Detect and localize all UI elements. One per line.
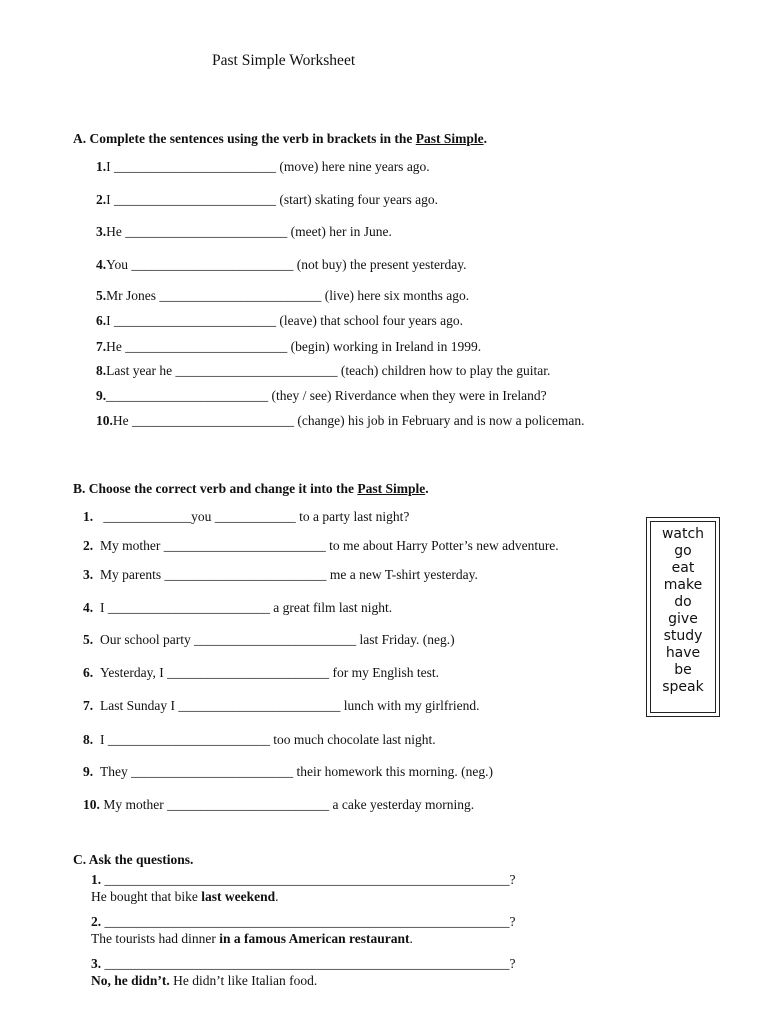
section-c-answer-3 xyxy=(91,973,317,989)
answer-text: He bought that bike xyxy=(91,889,202,904)
answer-blank[interactable]: ________________________ xyxy=(114,192,276,207)
item-text: Our school party ________________________ last Friday. (neg.) xyxy=(100,632,455,647)
section-a-heading-underlined: Past Simple xyxy=(415,131,484,146)
section-a-heading-text: A. Complete the sentences using the verb in brackets in the xyxy=(73,131,416,146)
section-a-item-9 xyxy=(96,388,547,404)
item-prefix: I xyxy=(106,159,111,174)
answer-highlight: No, he didn’t. xyxy=(91,973,170,988)
answer-end: . xyxy=(409,931,413,946)
item-number: 1. xyxy=(91,872,102,887)
section-b-item-8 xyxy=(83,732,436,748)
section-b-item-9 xyxy=(83,764,493,780)
item-suffix: (begin) working in Ireland in 1999. xyxy=(287,339,482,354)
section-a-item-4 xyxy=(96,257,466,273)
section-b-item-4 xyxy=(83,600,392,616)
item-number: 4. xyxy=(96,257,107,272)
section-a-heading-end: . xyxy=(483,131,487,146)
section-c-answer-2 xyxy=(91,931,413,947)
item-text: Last Sunday I ________________________ lunch with my girlfriend. xyxy=(100,698,480,713)
item-number: 2. xyxy=(96,192,107,207)
answer-blank[interactable]: ________________________ xyxy=(131,257,294,272)
verb-word: go xyxy=(674,543,692,559)
answer-blank[interactable]: ________________________ xyxy=(159,288,322,303)
section-a-item-3 xyxy=(96,224,392,240)
item-number: 3. xyxy=(83,567,94,582)
item-prefix: He xyxy=(112,413,129,428)
answer-blank[interactable]: ________________________ xyxy=(114,313,276,328)
verb-word: do xyxy=(674,594,692,610)
section-a-item-1 xyxy=(96,159,430,175)
item-prefix: He xyxy=(106,224,122,239)
section-b-item-1 xyxy=(83,509,409,525)
verb-word: be xyxy=(674,662,692,678)
section-b-heading xyxy=(73,481,429,497)
answer-blank[interactable]: ________________________ xyxy=(125,224,288,239)
item-prefix: Last year he xyxy=(106,363,173,378)
verb-word: study xyxy=(663,628,703,644)
item-suffix: (change) his job in February and is now a policeman. xyxy=(294,413,585,428)
verb-word: give xyxy=(668,611,698,627)
section-a-item-7 xyxy=(96,339,481,355)
item-text: _____________you ____________ to a party last night? xyxy=(103,509,410,524)
section-a-item-8 xyxy=(96,363,550,379)
section-a-heading xyxy=(73,131,487,147)
item-number: 10. xyxy=(83,797,100,812)
question-blank[interactable]: ____________________________________________________________? xyxy=(101,872,516,887)
section-a-item-6 xyxy=(96,313,463,329)
item-suffix: (leave) that school four years ago. xyxy=(276,313,464,328)
section-c-question-3 xyxy=(91,956,516,972)
section-b-heading-underlined: Past Simple xyxy=(357,481,426,496)
item-suffix: (live) here six months ago. xyxy=(321,288,470,303)
worksheet-title: Past Simple Worksheet xyxy=(212,52,356,69)
item-number: 5. xyxy=(83,632,94,647)
section-b-item-5 xyxy=(83,632,455,648)
section-b-item-6 xyxy=(83,665,439,681)
item-suffix: (they / see) Riverdance when they were in Ireland? xyxy=(268,388,547,403)
item-text: I ________________________ too much chocolate last night. xyxy=(100,732,436,747)
section-b-item-10 xyxy=(83,797,474,813)
item-suffix: (meet) her in June. xyxy=(287,224,392,239)
item-number: 3. xyxy=(96,224,107,239)
item-prefix: You xyxy=(106,257,129,272)
verb-word: eat xyxy=(671,560,695,576)
question-blank[interactable]: ____________________________________________________________? xyxy=(101,914,516,929)
answer-end: . xyxy=(275,889,279,904)
item-suffix: (not buy) the present yesterday. xyxy=(293,257,467,272)
item-prefix: I xyxy=(106,192,111,207)
item-prefix: He xyxy=(106,339,122,354)
item-text: My mother ________________________ a cake yesterday morning. xyxy=(103,797,475,812)
item-suffix: (teach) children how to play the guitar. xyxy=(337,363,551,378)
item-text: Yesterday, I ________________________ for my English test. xyxy=(100,665,439,680)
answer-highlight: last weekend xyxy=(201,889,276,904)
answer-blank[interactable]: ________________________ xyxy=(114,159,276,174)
item-suffix: (start) skating four years ago. xyxy=(276,192,438,207)
item-text: My mother ________________________ to me about Harry Potter’s new adventure. xyxy=(100,538,559,553)
item-number: 1. xyxy=(96,159,107,174)
answer-text: He didn’t like Italian food. xyxy=(169,973,318,988)
item-number: 5. xyxy=(96,288,107,303)
verb-word-list xyxy=(651,526,715,696)
item-suffix: (move) here nine years ago. xyxy=(276,159,430,174)
item-number: 7. xyxy=(96,339,107,354)
answer-blank[interactable]: ________________________ xyxy=(125,339,288,354)
verb-word-box xyxy=(646,517,720,717)
item-number: 9. xyxy=(96,388,107,403)
item-text: They ________________________ their homework this morning. (neg.) xyxy=(100,764,493,779)
item-number: 2. xyxy=(83,538,94,553)
verb-word-box-inner xyxy=(650,521,716,713)
section-c-question-2 xyxy=(91,914,516,930)
section-c-heading: C. Ask the questions. xyxy=(73,852,194,867)
verb-word: watch xyxy=(661,526,705,542)
item-number: 1. xyxy=(83,509,94,524)
item-number: 9. xyxy=(83,764,94,779)
answer-blank[interactable]: ________________________ xyxy=(175,363,338,378)
answer-blank[interactable]: ________________________ xyxy=(132,413,294,428)
verb-word: speak xyxy=(662,679,704,695)
section-b-item-2 xyxy=(83,538,559,554)
item-number: 4. xyxy=(83,600,94,615)
item-number: 8. xyxy=(83,732,94,747)
answer-text: The tourists had dinner xyxy=(91,931,220,946)
section-c-question-1 xyxy=(91,872,516,888)
section-b-heading-end: . xyxy=(425,481,429,496)
item-text: My parents ________________________ me a new T-shirt yesterday. xyxy=(100,567,478,582)
section-a-item-5 xyxy=(96,288,469,304)
item-text: I ________________________ a great film last night. xyxy=(100,600,393,615)
item-prefix: I xyxy=(106,313,111,328)
question-blank[interactable]: ____________________________________________________________? xyxy=(101,956,516,971)
section-b-item-3 xyxy=(83,567,478,583)
verb-word: have xyxy=(665,645,701,661)
item-number: 2. xyxy=(91,914,102,929)
item-prefix: Mr Jones xyxy=(106,288,156,303)
item-number: 6. xyxy=(96,313,107,328)
answer-blank[interactable]: ________________________ xyxy=(106,388,269,403)
section-a-item-2 xyxy=(96,192,438,208)
item-number: 6. xyxy=(83,665,94,680)
item-number: 7. xyxy=(83,698,94,713)
item-number: 10. xyxy=(96,413,113,428)
section-a-item-10 xyxy=(96,413,585,429)
verb-word: make xyxy=(663,577,703,593)
section-b-heading-text: B. Choose the correct verb and change it into the xyxy=(73,481,358,496)
answer-highlight: in a famous American restaurant xyxy=(219,931,410,946)
item-number: 8. xyxy=(96,363,107,378)
item-number: 3. xyxy=(91,956,102,971)
section-b-item-7 xyxy=(83,698,479,714)
section-c-answer-1 xyxy=(91,889,278,905)
